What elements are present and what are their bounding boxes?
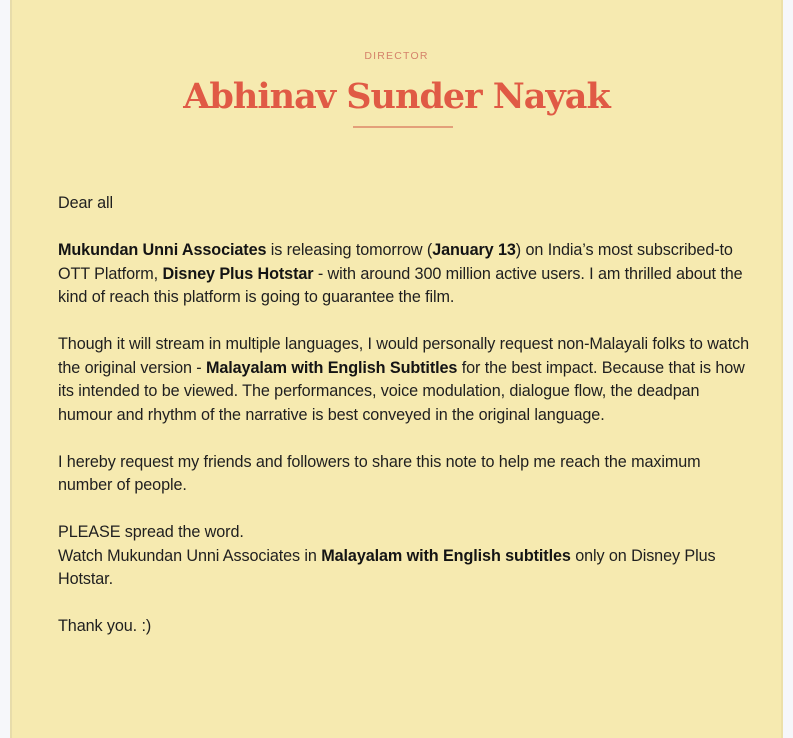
release-date: January 13 [432, 241, 516, 259]
paragraph-spread-word [58, 521, 758, 592]
text-span: - with around 300 million active users. I am thrilled about the kind of reach this platform is going to guarantee the film. [58, 264, 743, 306]
paragraph-language [58, 333, 758, 427]
role-label: DIRECTOR [364, 50, 429, 62]
paragraph-release [58, 239, 758, 310]
closing: Thank you. :) [58, 617, 152, 635]
platform-name: Disney Plus Hotstar [162, 264, 314, 283]
letter-body [58, 192, 758, 662]
text-span: only on Disney Plus Hotstar. [58, 546, 716, 588]
language-highlight: Malayalam with English Subtitles [205, 358, 458, 377]
text-span: for the best impact. Because that is how its intended to be viewed. The performances, voice modulation, dialogue flow, the deadpan humour and rhythm of the narrative is best conveyed in the original language. [58, 358, 745, 424]
language-highlight: Malayalam with English subtitles [321, 546, 571, 565]
paragraph-share-request: I hereby request my friends and followers to share this note to help me reach the maximum number of people. [58, 452, 701, 494]
author-name: Abhinav Sunder Nayak [183, 76, 610, 117]
text-span: Watch Mukundan Unni Associates in [58, 546, 322, 565]
text-span: PLEASE spread the word. [58, 523, 244, 541]
film-title: Mukundan Unni Associates [58, 241, 267, 259]
greeting: Dear all [58, 194, 113, 212]
text-span: is releasing tomorrow ( [266, 241, 433, 259]
header-divider [353, 126, 453, 128]
text-span: ) on India’s most subscribed-to OTT Platform, [58, 241, 733, 283]
letter-card [10, 0, 783, 738]
text-span: Though it will stream in multiple languages, I would personally request non-Malayali folks to watch the original version - [58, 335, 750, 377]
